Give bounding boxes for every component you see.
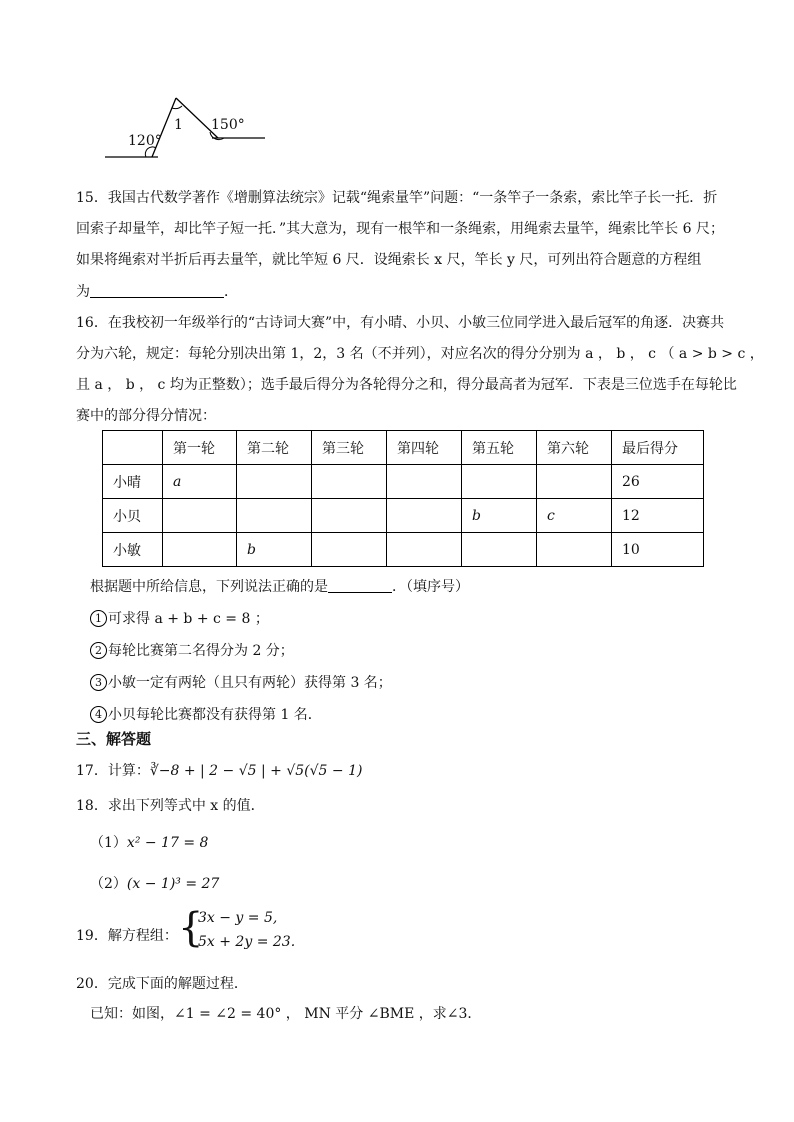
table-cell — [163, 499, 237, 533]
q16-option-1 — [90, 608, 269, 628]
q20-label: 20．完成下面的解题过程． — [76, 976, 248, 992]
score-table — [102, 430, 704, 567]
q15-line1: 15．我国古代数学著作《增删算法统宗》记载“绳索量竿”问题：“一条竿子一条索，索比竿子长一托．折 — [76, 190, 718, 206]
q18-part2 — [90, 873, 219, 893]
q15-line3: 如果将绳索对半折后再去量竿，就比竿短 6 尺．设绳索长 x 尺，竿长 y 尺，可列出符合题意的方程组 — [76, 252, 702, 268]
option-text: 小敏一定有两轮（且只有两轮）获得第 3 名； — [108, 675, 392, 691]
table-cell: 小贝 — [103, 499, 163, 533]
table-header-cell: 第五轮 — [462, 431, 537, 465]
q15-prefix: 为 — [76, 284, 90, 300]
table-cell — [462, 465, 537, 499]
table-header-cell: 第四轮 — [387, 431, 462, 465]
table-cell — [462, 533, 537, 567]
option-number-circle: 4 — [90, 706, 107, 723]
table-cell — [387, 465, 462, 499]
option-text: 可求得 a + b + c = 8 ； — [108, 611, 269, 627]
table-cell: 小敏 — [103, 533, 163, 567]
option-text: 小贝每轮比赛都没有获得第 1 名． — [108, 707, 322, 723]
table-cell: 12 — [612, 499, 704, 533]
q16-line2: 分为六轮，规定：每轮分别决出第 1，2，3 名（不并列），对应名次的得分分别为 a ， b ， c （ a > b > c ， — [76, 346, 764, 362]
table-header-cell: 第三轮 — [312, 431, 387, 465]
q17-label: 17．计算： — [76, 763, 150, 779]
q19-eq1: 3x − y = 5, — [198, 910, 278, 926]
table-cell — [387, 533, 462, 567]
q18-p1-expression: x² − 17 = 8 — [126, 835, 209, 851]
q18-p1-label: （1） — [90, 835, 127, 851]
q15-suffix: ． — [224, 284, 238, 300]
table-cell — [312, 499, 387, 533]
q19-label: 19．解方程组： — [76, 928, 178, 944]
q15-line4 — [76, 281, 238, 301]
table-cell — [237, 499, 312, 533]
q15-line2: 回索子却量竿，却比竿子短一托．”其大意为，现有一根竿和一条绳索，用绳索去量竿，绳索比竿长 6 尺； — [76, 221, 724, 237]
option-number-circle: 1 — [90, 610, 107, 627]
table-cell — [537, 533, 612, 567]
table-cell: a — [163, 465, 237, 499]
arc-top — [172, 106, 182, 109]
table-cell — [237, 465, 312, 499]
table-cell: 26 — [612, 465, 704, 499]
option-number-circle: 3 — [90, 674, 107, 691]
table-cell — [387, 499, 462, 533]
table-header-cell: 最后得分 — [612, 431, 704, 465]
table-header-cell: 第一轮 — [163, 431, 237, 465]
table-cell — [312, 465, 387, 499]
q16-line4: 赛中的部分得分情况： — [76, 408, 216, 424]
system-brace: { — [178, 905, 204, 951]
table-row — [103, 465, 704, 499]
q16-option-4 — [90, 704, 322, 724]
q18-part1 — [90, 832, 208, 852]
q18-label: 18．求出下列等式中 x 的值． — [76, 798, 265, 814]
q15-answer-blank[interactable] — [90, 283, 224, 298]
angle-label-1: 1 — [174, 117, 183, 133]
table-cell: b — [462, 499, 537, 533]
table-cell: 10 — [612, 533, 704, 567]
table-row — [103, 533, 704, 567]
q16-option-3 — [90, 672, 392, 692]
table-cell: c — [537, 499, 612, 533]
table-cell: 小晴 — [103, 465, 163, 499]
section-title: 三、解答题 — [76, 730, 152, 748]
table-header-cell: 第六轮 — [537, 431, 612, 465]
table-cell — [163, 533, 237, 567]
table-cell: b — [237, 533, 312, 567]
q16-option-2 — [90, 640, 294, 660]
angle-label-120: 120° — [128, 133, 162, 149]
angle-label-150: 150° — [211, 117, 245, 133]
q16-line3: 且 a ， b ， c 均为正整数）；选手最后得分为各轮得分之和，得分最高者为冠军．下表是三位选手在每轮比 — [76, 377, 737, 393]
q16-ask-suffix: ．（填序号） — [392, 579, 469, 595]
q16-line1: 16．在我校初一年级举行的“古诗词大赛”中，有小晴、小贝、小敏三位同学进入最后冠军的角逐．决赛共 — [76, 315, 725, 331]
q20-given: 已知：如图，∠1 = ∠2 = 40° ， MN 平分 ∠BME ，求∠3． — [90, 1006, 482, 1022]
table-cell — [537, 465, 612, 499]
option-number-circle: 2 — [90, 642, 107, 659]
q16-answer-blank[interactable] — [328, 578, 392, 593]
table-header-cell: 第二轮 — [237, 431, 312, 465]
option-text: 每轮比赛第二名得分为 2 分； — [108, 643, 294, 659]
q18-p2-label: （2） — [90, 876, 127, 892]
q17-expression: ∛−8 + | 2 − √5 | + √5(√5 − 1) — [149, 763, 363, 779]
q16-ask — [90, 576, 469, 596]
q19-eq2: 5x + 2y = 23. — [198, 934, 296, 950]
q16-ask-prefix: 根据题中所给信息，下列说法正确的是 — [90, 579, 328, 595]
table-header-cell — [103, 431, 163, 465]
table-cell — [312, 533, 387, 567]
table-header-row — [103, 431, 704, 465]
table-row — [103, 499, 704, 533]
q18-p2-expression: (x − 1)³ = 27 — [126, 876, 220, 892]
q17 — [76, 760, 362, 780]
